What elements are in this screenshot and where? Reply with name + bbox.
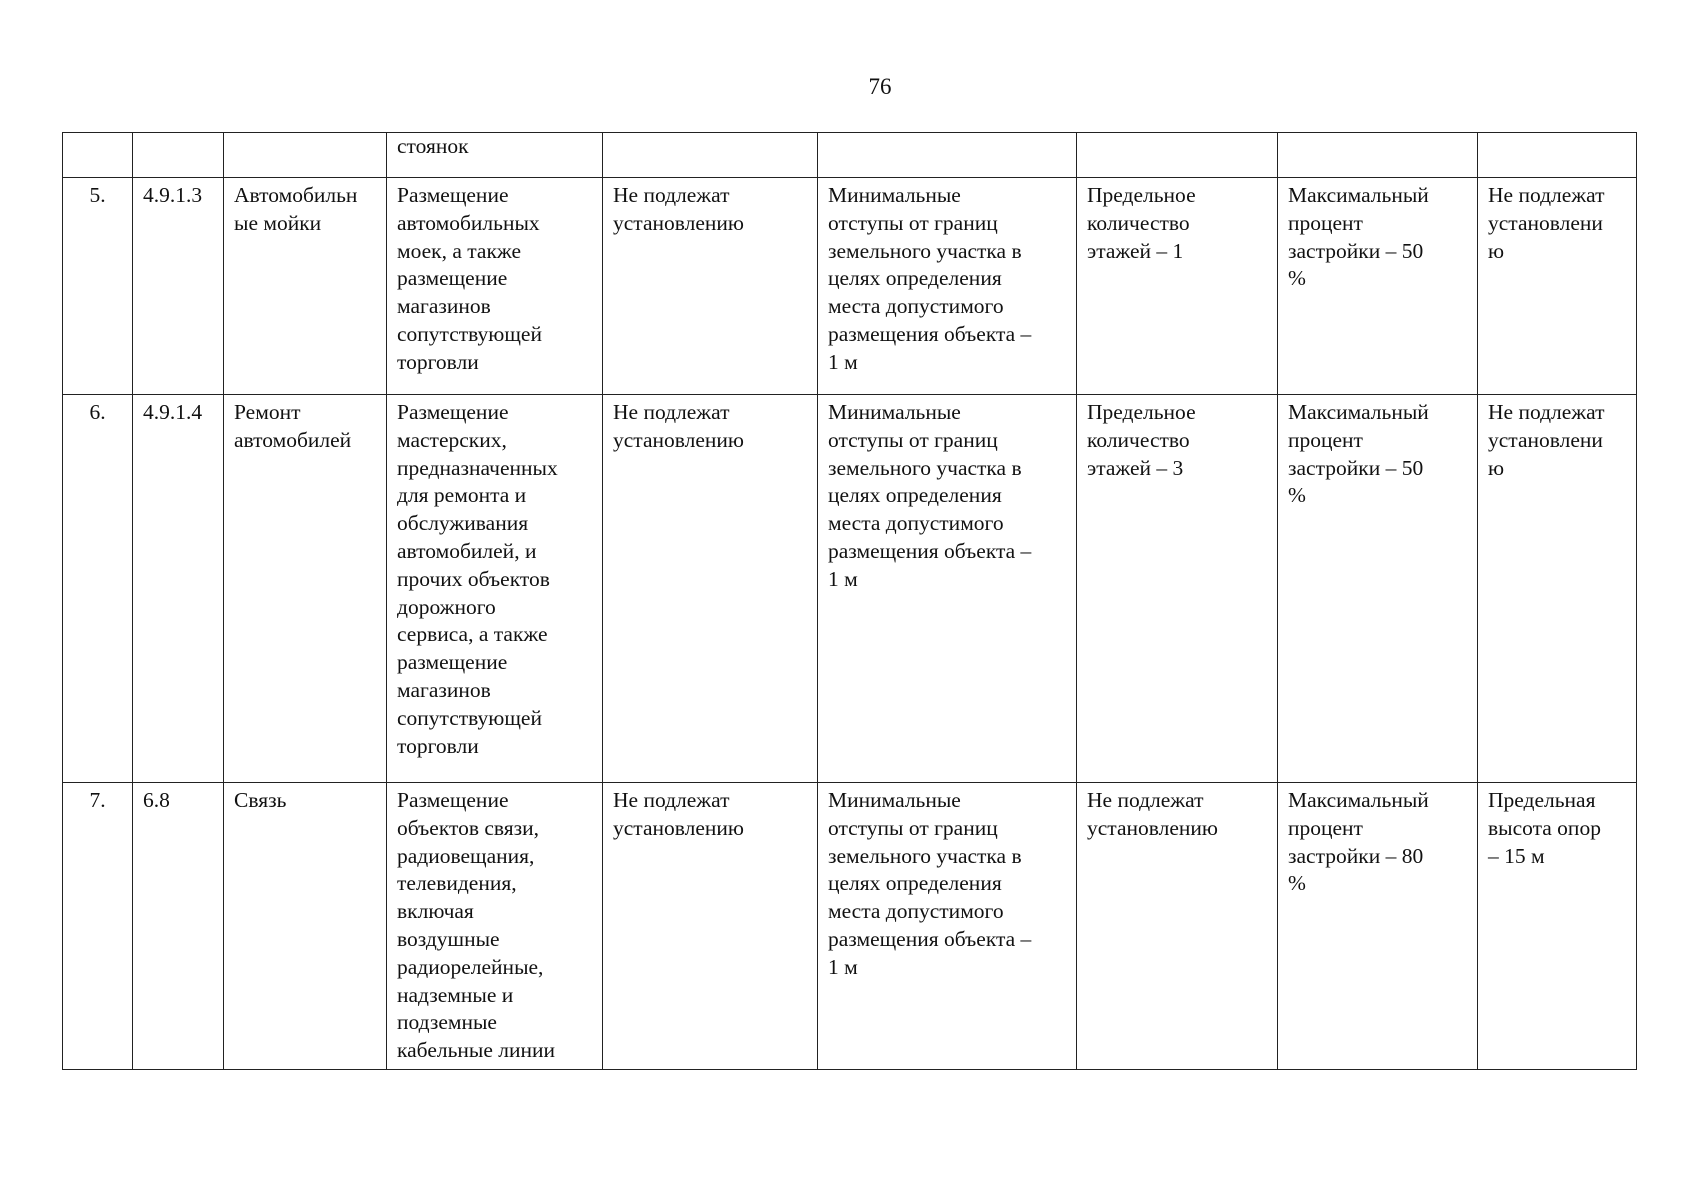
table-continuation-row <box>63 133 1637 178</box>
other-limits-cell: Предельная высота опор – 15 м <box>1478 783 1637 1070</box>
table-cell <box>818 133 1077 178</box>
coverage-cell: Максимальный процент застройки – 50 % <box>1278 178 1478 395</box>
table-cell <box>63 133 133 178</box>
other-limits-cell: Не подлежат установлени ю <box>1478 395 1637 783</box>
coverage-cell: Максимальный процент застройки – 50 % <box>1278 395 1478 783</box>
table-cell <box>1077 133 1278 178</box>
use-code-cell: 4.9.1.4 <box>133 395 224 783</box>
table-row <box>63 178 1637 395</box>
page-number: 76 <box>868 74 892 99</box>
area-limits-cell: Не подлежат установлению <box>603 395 818 783</box>
floors-cell: Не подлежат установлению <box>1077 783 1278 1070</box>
setbacks-cell: Минимальные отступы от границ земельного участка в целях определения места допустимого размещения объекта – 1 м <box>818 178 1077 395</box>
area-limits-cell: Не подлежат установлению <box>603 178 818 395</box>
row-number-cell: 5. <box>63 178 133 395</box>
use-description-cell: Размещение автомобильных моек, а также размещение магазинов сопутствующей торговли <box>387 178 603 395</box>
table-row <box>63 783 1637 1070</box>
row-number-cell: 6. <box>63 395 133 783</box>
table-cell <box>603 133 818 178</box>
other-limits-cell: Не подлежат установлени ю <box>1478 178 1637 395</box>
use-description-cell: Размещение объектов связи, радиовещания, телевидения, включая воздушные радиорелейные, надземные и подземные кабельные линии <box>387 783 603 1070</box>
table-cell <box>1278 133 1478 178</box>
use-name-cell: Ремонт автомобилей <box>224 395 387 783</box>
row-number-cell: 7. <box>63 783 133 1070</box>
setbacks-cell: Минимальные отступы от границ земельного участка в целях определения места допустимого размещения объекта – 1 м <box>818 395 1077 783</box>
floors-cell: Предельное количество этажей – 3 <box>1077 395 1278 783</box>
use-name-cell: Связь <box>224 783 387 1070</box>
coverage-cell: Максимальный процент застройки – 80 % <box>1278 783 1478 1070</box>
area-limits-cell: Не подлежат установлению <box>603 783 818 1070</box>
table-cell <box>224 133 387 178</box>
floors-cell: Предельное количество этажей – 1 <box>1077 178 1278 395</box>
table-row <box>63 395 1637 783</box>
use-code-cell: 6.8 <box>133 783 224 1070</box>
land-use-regulations-table <box>62 132 1637 1070</box>
table-cell <box>133 133 224 178</box>
use-description-cell: Размещение мастерских, предназначенных для ремонта и обслуживания автомобилей, и прочих объектов дорожного сервиса, а также размещение магазинов сопутствующей торговли <box>387 395 603 783</box>
table-cell <box>1478 133 1637 178</box>
use-name-cell: Автомобильн ые мойки <box>224 178 387 395</box>
table-cell: стоянок <box>387 133 603 178</box>
setbacks-cell: Минимальные отступы от границ земельного участка в целях определения места допустимого размещения объекта – 1 м <box>818 783 1077 1070</box>
use-code-cell: 4.9.1.3 <box>133 178 224 395</box>
